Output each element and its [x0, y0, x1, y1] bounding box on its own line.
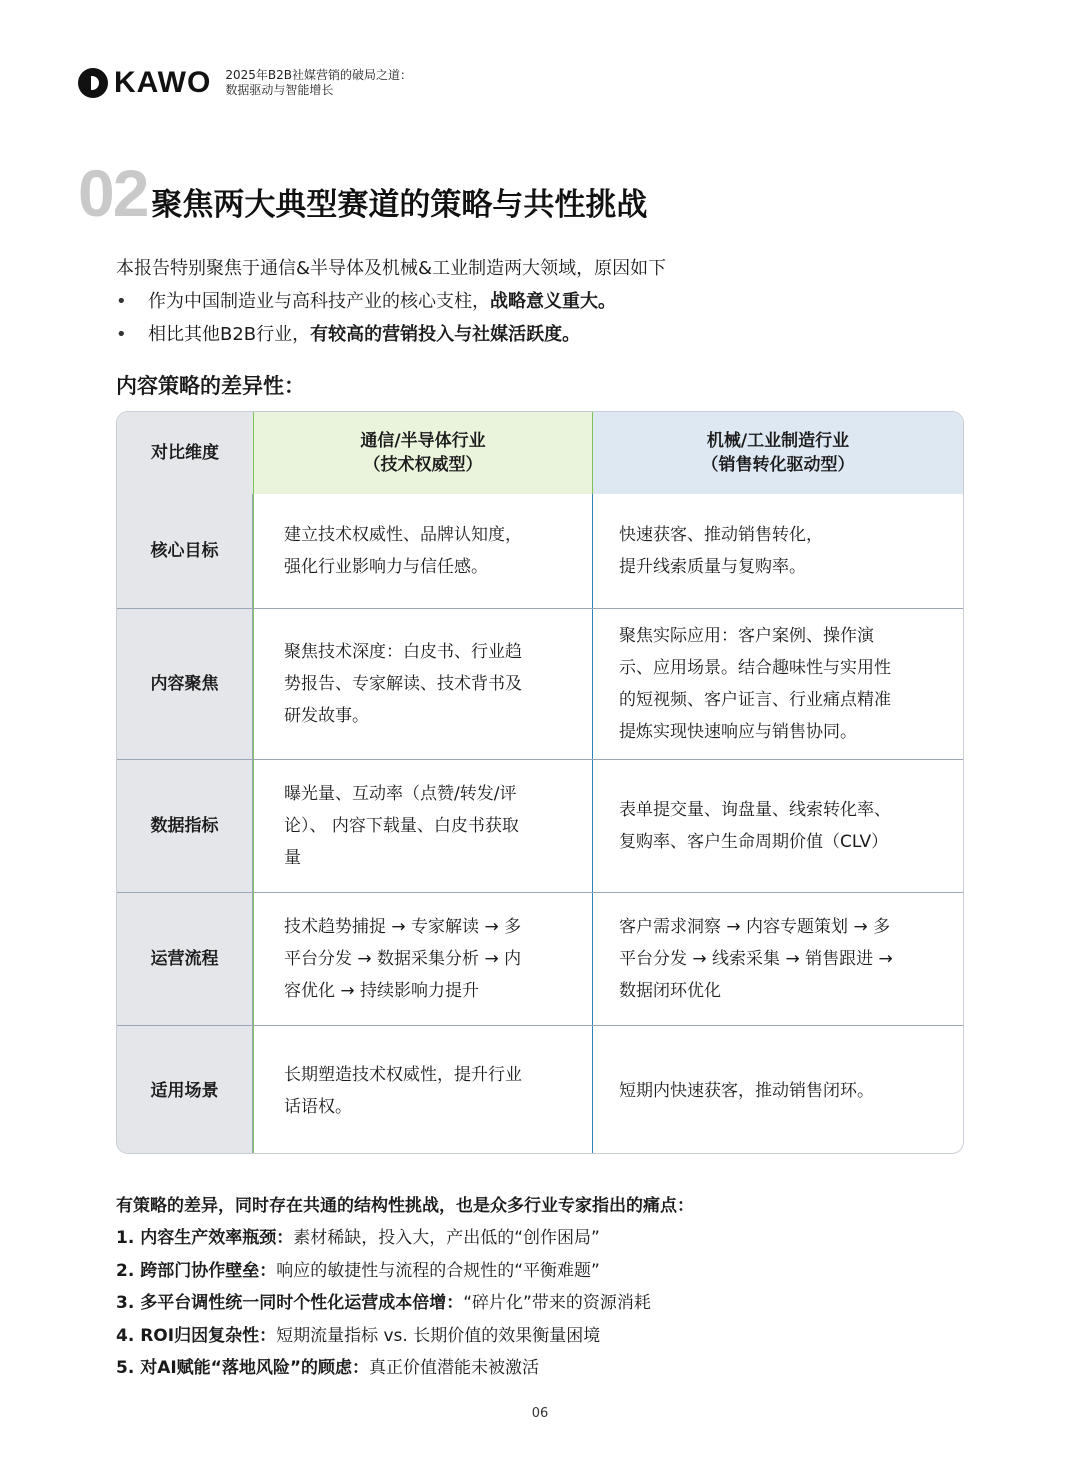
table-row: [117, 759, 963, 892]
challenge-item: 2. 跨部门协作壁垒：响应的敏捷性与流程的合规性的“平衡难题”: [116, 1260, 600, 1281]
table-row: [117, 1025, 963, 1154]
row-machinery-cell: 表单提交量、询盘量、线索转化率、 复购率、客户生命周期价值（CLV）: [619, 800, 891, 852]
table-row: [117, 494, 963, 608]
row-dimension: 运营流程: [117, 893, 253, 1025]
table-header-row: [117, 412, 963, 494]
bullet-bold: 战略意义重大。: [490, 291, 616, 312]
row-telecom-cell: 聚焦技术深度：白皮书、行业趋 势报告、专家解读、技术背书及 研发故事。: [253, 609, 593, 759]
bullet-bold: 有较高的营销投入与社媒活跃度。: [310, 324, 581, 345]
table-row: [117, 608, 963, 759]
page-header: [78, 66, 412, 100]
row-dimension: 适用场景: [117, 1026, 253, 1154]
challenges-lead: 有策略的差异，同时存在共通的结构性挑战，也是众多行业专家指出的痛点：: [116, 1196, 694, 1216]
bullet-text: 作为中国制造业与高科技产业的核心支柱，: [148, 291, 490, 312]
intro-block: [116, 252, 666, 351]
strategy-comparison-table: [116, 411, 964, 1154]
row-machinery-cell: 短期内快速获客，推动销售闭环。: [619, 1080, 874, 1101]
section-number: 02: [78, 156, 148, 230]
challenge-item: 1. 内容生产效率瓶颈：素材稀缺，投入大，产出低的“创作困局”: [116, 1228, 600, 1249]
header-telecom: 通信/半导体行业 （技术权威型）: [253, 412, 593, 494]
row-telecom-cell: 长期塑造技术权威性，提升行业 话语权。: [253, 1026, 593, 1154]
row-telecom-cell: 曝光量、互动率（点赞/转发/评 论）、 内容下载量、白皮书获取 量: [253, 760, 593, 892]
report-title: [225, 68, 412, 98]
row-machinery-cell: 快速获客、推动销售转化， 提升线索质量与复购率。: [619, 525, 823, 577]
section-title: 聚焦两大典型赛道的策略与共性挑战: [151, 187, 648, 223]
header-machinery: 机械/工业制造行业 （销售转化驱动型）: [593, 412, 963, 494]
intro-bullet-2: [116, 318, 666, 351]
content-strategy-heading: 内容策略的差异性：: [116, 374, 305, 398]
page-number: 06: [531, 1406, 549, 1421]
row-machinery-cell: 聚焦实际应用：客户案例、操作演 示、应用场景。结合趣味性与实用性 的短视频、客户证言、行业痛点精准 提炼实现快速响应与销售协同。: [619, 626, 891, 742]
bullet-text: 相比其他B2B行业，: [148, 324, 311, 345]
report-title-line1: 2025年B2B社媒营销的破局之道：: [225, 68, 412, 82]
table-body: [117, 494, 963, 1154]
intro-lead: 本报告特别聚焦于通信&半导体及机械&工业制造两大领域，原因如下: [116, 258, 667, 279]
row-telecom-cell: 建立技术权威性、品牌认知度， 强化行业影响力与信任感。: [253, 494, 593, 608]
bullet-dot: •: [116, 324, 127, 345]
row-machinery-cell: 客户需求洞察 → 内容专题策划 → 多 平台分发 → 线索采集 → 销售跟进 → 数据闭环优化: [619, 917, 893, 1001]
row-telecom-cell: 技术趋势捕捉 → 专家解读 → 多 平台分发 → 数据采集分析 → 内 容优化 → 持续影响力提升: [253, 893, 593, 1025]
challenges-block: [116, 1190, 694, 1384]
section-heading: [78, 156, 648, 230]
row-dimension: 数据指标: [117, 760, 253, 892]
logo-text: KAWO: [114, 66, 212, 99]
challenge-item: 5. 对AI赋能“落地风险”的顾虑：真正价值潜能未被激活: [116, 1358, 540, 1379]
kawo-logo: [78, 66, 211, 100]
challenge-item: 3. 多平台调性统一同时个性化运营成本倍增：“碎片化”带来的资源消耗: [116, 1293, 651, 1314]
row-dimension: 内容聚焦: [117, 609, 253, 759]
report-title-line2: 数据驱动与智能增长: [225, 83, 334, 97]
header-dimension: 对比维度: [117, 412, 253, 494]
kawo-logo-icon: [78, 68, 108, 98]
challenge-item: 4. ROI归因复杂性：短期流量指标 vs. 长期价值的效果衡量困境: [116, 1325, 601, 1346]
bullet-dot: •: [116, 291, 127, 312]
row-dimension: 核心目标: [117, 494, 253, 608]
intro-bullet-1: [116, 285, 666, 318]
table-row: [117, 892, 963, 1025]
